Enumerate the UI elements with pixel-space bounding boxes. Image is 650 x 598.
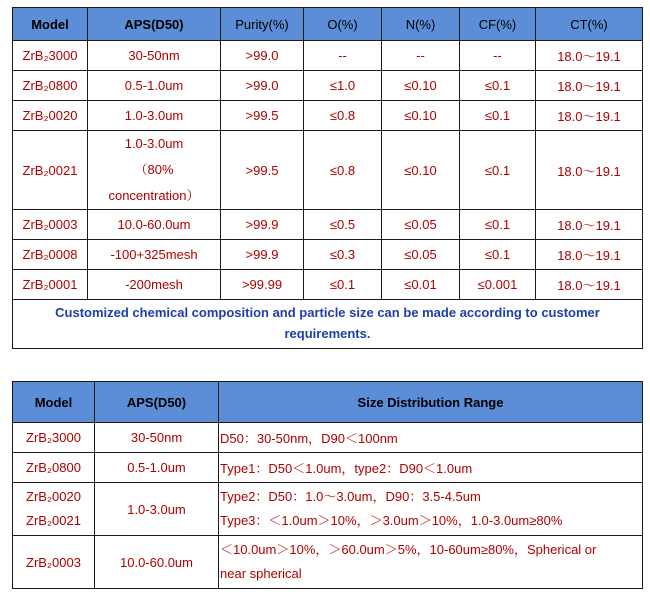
cell-size-range — [219, 536, 643, 589]
cell-aps: -200mesh — [88, 270, 221, 300]
header-aps: APS(D50) — [88, 8, 221, 41]
customization-note: Customized chemical composition and particle size can be made according to customer requirements. — [13, 300, 643, 349]
cell-ct: 18.0～19.1 — [536, 240, 643, 270]
cell-model: ZrB₂0003 — [13, 210, 88, 240]
cell-size-range — [219, 483, 643, 536]
note-row — [13, 300, 643, 349]
cell-purity: >99.9 — [221, 240, 304, 270]
range-line: Type2：D50：1.0～3.0um，D90：3.5-4.5um — [220, 489, 481, 504]
table-row — [13, 210, 643, 240]
cell-nitrogen: -- — [382, 41, 460, 71]
cell-oxygen: ≤0.8 — [304, 131, 382, 210]
cell-oxygen: ≤0.5 — [304, 210, 382, 240]
table-header-row — [13, 382, 643, 423]
table-row — [13, 131, 643, 210]
cell-aps: 30-50nm — [95, 423, 219, 453]
cell-cf: ≤0.1 — [460, 131, 536, 210]
range-line: Type3：＜1.0um＞10%，＞3.0um＞10%，1.0-3.0um≥80% — [220, 513, 563, 528]
cell-ct: 18.0～19.1 — [536, 41, 643, 71]
table-row — [13, 101, 643, 131]
cell-model: ZrB₂0021 — [13, 131, 88, 210]
model-line: ZrB₂0020 — [26, 489, 81, 504]
cell-nitrogen: ≤0.10 — [382, 71, 460, 101]
cell-oxygen: ≤0.8 — [304, 101, 382, 131]
cell-aps: -100+325mesh — [88, 240, 221, 270]
cell-oxygen: -- — [304, 41, 382, 71]
header-model: Model — [13, 8, 88, 41]
cell-ct: 18.0～19.1 — [536, 210, 643, 240]
cell-aps: 10.0-60.0um — [88, 210, 221, 240]
cell-cf: ≤0.1 — [460, 101, 536, 131]
header-ct: CT(%) — [536, 8, 643, 41]
cell-nitrogen: ≤0.05 — [382, 240, 460, 270]
cell-ct: 18.0～19.1 — [536, 131, 643, 210]
aps-line: 1.0-3.0um — [124, 136, 184, 151]
table-row — [13, 483, 643, 536]
cell-model: ZrB₂0020 — [13, 101, 88, 131]
cell-aps: 10.0-60.0um — [95, 536, 219, 589]
table-row — [13, 453, 643, 483]
table-header-row — [13, 8, 643, 41]
cell-model: ZrB₂0003 — [13, 536, 95, 589]
cell-model: ZrB₂3000 — [13, 41, 88, 71]
cell-model — [13, 483, 95, 536]
header-aps: APS(D50) — [95, 382, 219, 423]
cell-model: ZrB₂0001 — [13, 270, 88, 300]
cell-cf: -- — [460, 41, 536, 71]
cell-purity: >99.9 — [221, 210, 304, 240]
cell-ct: 18.0～19.1 — [536, 71, 643, 101]
model-line: ZrB₂0021 — [26, 513, 81, 528]
range-line: ＜10.0um＞10%，＞60.0um＞5%，10-60um≥80%，Spherical or — [220, 542, 597, 557]
cell-nitrogen: ≤0.01 — [382, 270, 460, 300]
cell-aps: 0.5-1.0um — [88, 71, 221, 101]
header-size-range: Size Distribution Range — [219, 382, 643, 423]
cell-oxygen: ≤1.0 — [304, 71, 382, 101]
cell-aps: 1.0-3.0um — [95, 483, 219, 536]
cell-size-range: Type1：D50＜1.0um，type2：D90＜1.0um — [219, 453, 643, 483]
composition-table — [12, 7, 643, 349]
cell-purity: >99.5 — [221, 101, 304, 131]
cell-cf: ≤0.001 — [460, 270, 536, 300]
cell-aps — [88, 131, 221, 210]
cell-ct: 18.0～19.1 — [536, 101, 643, 131]
size-distribution-table — [12, 381, 643, 589]
cell-model: ZrB₂0800 — [13, 453, 95, 483]
cell-purity: >99.0 — [221, 41, 304, 71]
aps-line: concentration） — [108, 188, 200, 203]
cell-nitrogen: ≤0.05 — [382, 210, 460, 240]
cell-model: ZrB₂0008 — [13, 240, 88, 270]
cell-aps: 30-50nm — [88, 41, 221, 71]
cell-aps: 1.0-3.0um — [88, 101, 221, 131]
table-row — [13, 536, 643, 589]
cell-oxygen: ≤0.3 — [304, 240, 382, 270]
table-row — [13, 423, 643, 453]
header-purity: Purity(%) — [221, 8, 304, 41]
table-row — [13, 270, 643, 300]
header-oxygen: O(%) — [304, 8, 382, 41]
table-row — [13, 71, 643, 101]
cell-model: ZrB₂0800 — [13, 71, 88, 101]
cell-nitrogen: ≤0.10 — [382, 131, 460, 210]
cell-aps: 0.5-1.0um — [95, 453, 219, 483]
header-nitrogen: N(%) — [382, 8, 460, 41]
cell-cf: ≤0.1 — [460, 210, 536, 240]
cell-nitrogen: ≤0.10 — [382, 101, 460, 131]
cell-purity: >99.99 — [221, 270, 304, 300]
cell-purity: >99.5 — [221, 131, 304, 210]
cell-cf: ≤0.1 — [460, 71, 536, 101]
table-row — [13, 41, 643, 71]
header-model: Model — [13, 382, 95, 423]
cell-purity: >99.0 — [221, 71, 304, 101]
cell-oxygen: ≤0.1 — [304, 270, 382, 300]
cell-cf: ≤0.1 — [460, 240, 536, 270]
aps-line: （80% — [134, 162, 174, 177]
cell-ct: 18.0～19.1 — [536, 270, 643, 300]
table-row — [13, 240, 643, 270]
range-line: near spherical — [220, 566, 302, 581]
cell-model: ZrB₂3000 — [13, 423, 95, 453]
cell-size-range: D50：30-50nm，D90＜100nm — [219, 423, 643, 453]
header-cf: CF(%) — [460, 8, 536, 41]
